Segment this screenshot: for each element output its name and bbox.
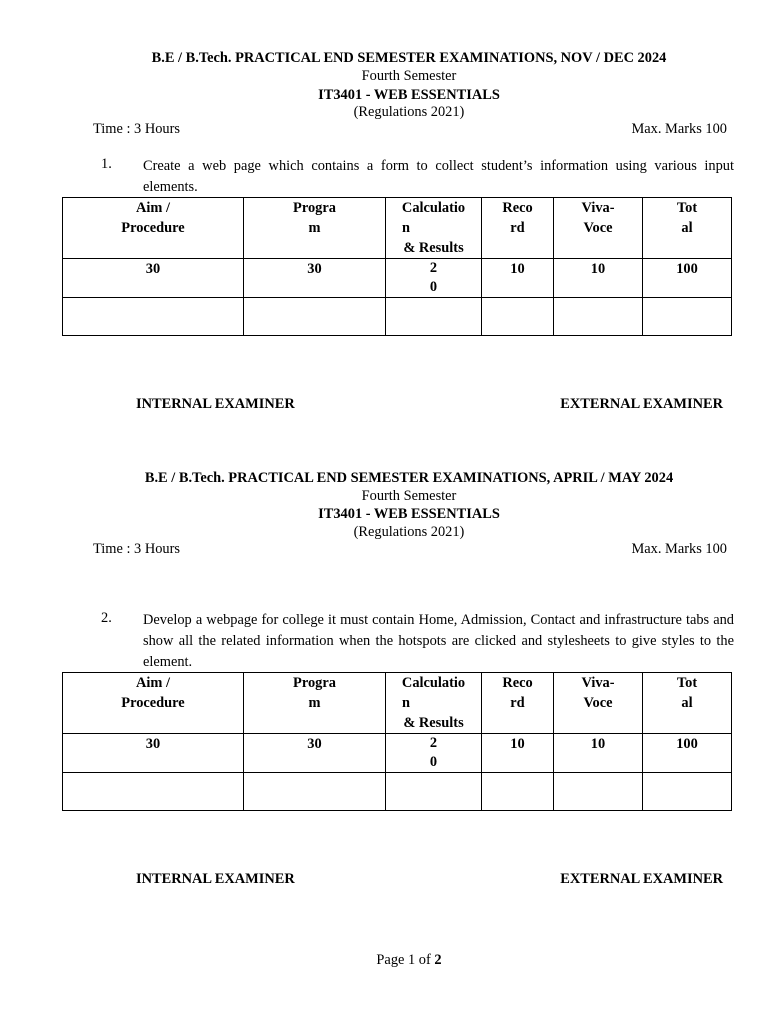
regulations: (Regulations 2021) [353, 524, 465, 540]
page-footer [0, 952, 768, 969]
question-number: 1. [101, 156, 112, 172]
header-viva-voce: Viva- Voce [554, 198, 643, 259]
header-program: Progra m [244, 198, 386, 259]
header-calculation-results: Calculatio n & Results [386, 198, 482, 259]
header-viva-voce: Viva- Voce [554, 673, 643, 734]
header-total: Tot al [643, 673, 732, 734]
header-aim-procedure: Aim / Procedure [63, 198, 244, 259]
max-marks: Max. Marks 100 [631, 121, 727, 137]
marks-table-header-row [63, 673, 732, 734]
max-marks: Max. Marks 100 [631, 541, 727, 557]
external-examiner-label: EXTERNAL EXAMINER [560, 871, 723, 887]
header-record: Reco rd [482, 673, 554, 734]
value-aim-procedure: 30 [63, 259, 244, 298]
marks-table-entry-row [63, 773, 732, 811]
marks-table-header-row [63, 198, 732, 259]
external-examiner-label: EXTERNAL EXAMINER [560, 396, 723, 412]
value-record: 10 [482, 734, 554, 773]
header-record: Reco rd [482, 198, 554, 259]
value-program: 30 [244, 259, 386, 298]
course-title: IT3401 - WEB ESSENTIALS [318, 87, 500, 103]
question-number: 2. [101, 610, 112, 626]
entry-cell [554, 298, 643, 336]
exam-duration: Time : 3 Hours [93, 121, 181, 137]
entry-cell [386, 773, 482, 811]
value-aim-procedure: 30 [63, 734, 244, 773]
marks-table-value-row [63, 259, 732, 298]
exam-title: B.E / B.Tech. PRACTICAL END SEMESTER EXAMINATIONS, APRIL / MAY 2024 [144, 470, 674, 486]
page-indicator-prefix: Page 1 of [376, 952, 435, 968]
value-record: 10 [482, 259, 554, 298]
value-viva-voce: 10 [554, 734, 643, 773]
marks-table-value-row [63, 734, 732, 773]
internal-examiner-label: INTERNAL EXAMINER [136, 871, 295, 887]
entry-cell [244, 298, 386, 336]
marks-table [62, 672, 732, 811]
regulations: (Regulations 2021) [353, 104, 465, 120]
entry-cell [244, 773, 386, 811]
header-calculation-results: Calculatio n & Results [386, 673, 482, 734]
total-pages: 2 [434, 952, 442, 968]
value-total: 100 [643, 734, 732, 773]
exam-title: B.E / B.Tech. PRACTICAL END SEMESTER EXAMINATIONS, NOV / DEC 2024 [151, 50, 667, 66]
entry-cell [554, 773, 643, 811]
entry-cell [482, 773, 554, 811]
header-program: Progra m [244, 673, 386, 734]
value-calculation-results: 2 0 [386, 734, 482, 773]
exam-duration: Time : 3 Hours [93, 541, 181, 557]
question-text: Develop a webpage for college it must contain Home, Admission, Contact and infrastructure tabs and show all the related information when the hotspots are clicked and stylesheets to give styles to the element. [143, 612, 734, 670]
entry-cell [643, 773, 732, 811]
entry-cell [643, 298, 732, 336]
entry-cell [386, 298, 482, 336]
value-calculation-results: 2 0 [386, 259, 482, 298]
entry-cell [482, 298, 554, 336]
value-total: 100 [643, 259, 732, 298]
header-total: Tot al [643, 198, 732, 259]
value-viva-voce: 10 [554, 259, 643, 298]
semester: Fourth Semester [361, 68, 457, 84]
course-title: IT3401 - WEB ESSENTIALS [318, 506, 500, 522]
marks-table [62, 197, 732, 336]
entry-cell [63, 298, 244, 336]
internal-examiner-label: INTERNAL EXAMINER [136, 396, 295, 412]
value-program: 30 [244, 734, 386, 773]
marks-table-entry-row [63, 298, 732, 336]
semester: Fourth Semester [361, 488, 457, 504]
header-aim-procedure: Aim / Procedure [63, 673, 244, 734]
question-text: Create a web page which contains a form to collect student’s information using various input elements. [143, 158, 734, 195]
entry-cell [63, 773, 244, 811]
